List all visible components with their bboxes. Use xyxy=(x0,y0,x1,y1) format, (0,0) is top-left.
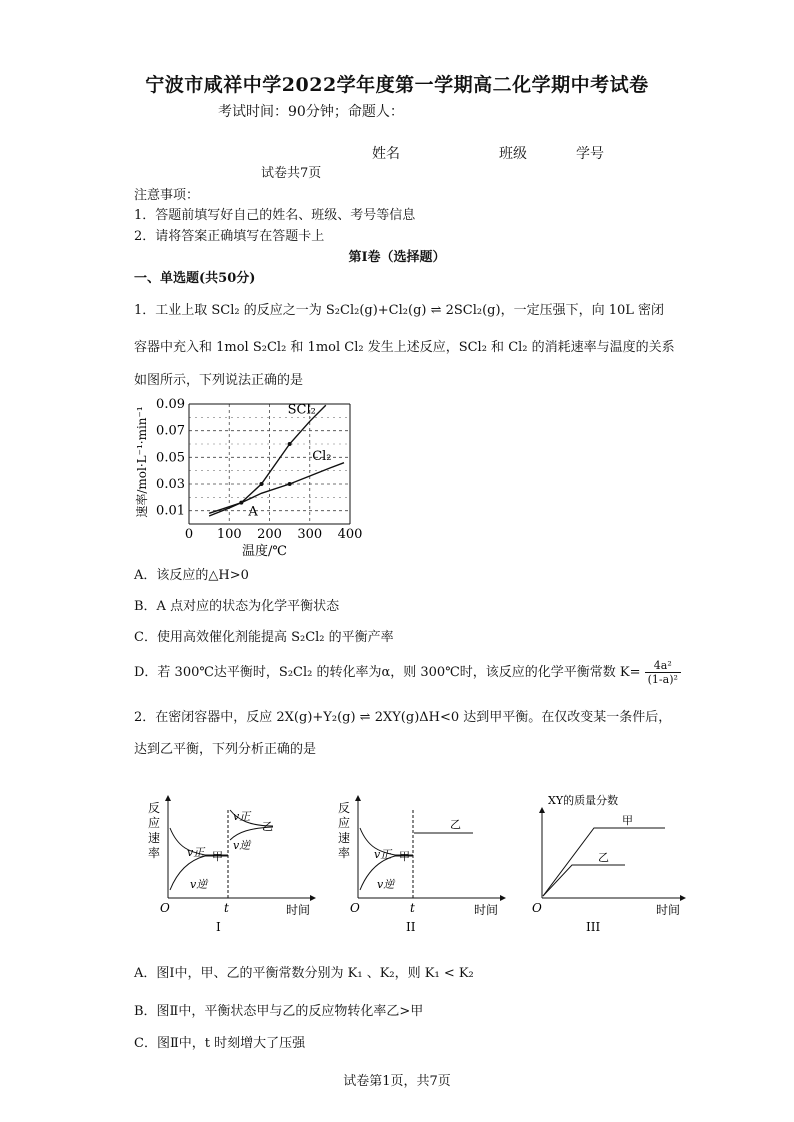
fig2-yi: 乙 xyxy=(450,818,461,831)
fig1-origin: O xyxy=(160,901,170,915)
fraction-denominator: (1-a)² xyxy=(647,673,678,686)
page-footer: 试卷第1页，共7页 xyxy=(343,1074,451,1089)
fig2-ylabel: 速 xyxy=(338,831,351,845)
note-item: 2．请将答案正确填写在答题卡上 xyxy=(134,229,325,244)
x-tick-label: 200 xyxy=(257,527,282,542)
q1-option-a[interactable]: A．该反应的△H>0 xyxy=(134,568,249,583)
fig1-ylabel: 应 xyxy=(148,816,161,830)
q1-line1: 1．工业上取 SCl₂ 的反应之一为 S₂Cl₂(g)+Cl₂(g) ⇌ 2SCl₂(g)，一定压强下，向 10L 密闭 xyxy=(134,303,665,318)
fig2-v-forward: v正 xyxy=(374,848,392,861)
point-a-label: A xyxy=(248,504,258,520)
fig1-ylabel: 速 xyxy=(148,831,161,845)
notes-heading: 注意事项： xyxy=(134,188,200,203)
data-point-Cl2 xyxy=(288,482,292,486)
q2-line2: 达到乙平衡，下列分析正确的是 xyxy=(134,742,317,757)
q1-option-d[interactable] xyxy=(134,659,681,686)
data-point-SCl2 xyxy=(288,442,292,446)
id-label: 学号 xyxy=(576,146,604,162)
fig3-yi-line xyxy=(543,865,625,896)
fig1-jia: 甲 xyxy=(212,850,223,863)
q2-option-a[interactable]: A．图Ⅰ中，甲、乙的平衡常数分别为 K₁ 、K₂，则 K₁ < K₂ xyxy=(134,966,474,981)
fig1-xlabel: 时间 xyxy=(286,903,311,917)
fig1-ylabel: 反 xyxy=(148,801,161,815)
part-title: 一、单选题(共50分) xyxy=(134,271,256,286)
q1-line2: 容器中充入和 1mol S₂Cl₂ 和 1mol Cl₂ 发生上述反应，SCl₂ 和 Cl₂ 的消耗速率与温度的关系 xyxy=(134,340,675,355)
fig3-caption: III xyxy=(586,920,601,934)
fig1-caption: I xyxy=(216,920,221,934)
series-label-SCl2: SCl₂ xyxy=(287,402,316,418)
equilibrium-constant-fraction xyxy=(645,659,681,686)
fig1-v-forward: v正 xyxy=(187,846,205,859)
fig1-v-forward-2: v正 xyxy=(233,810,251,823)
point-a-marker xyxy=(239,501,243,505)
fig1-v-reverse-2: v逆 xyxy=(233,839,251,852)
fig1-t: t xyxy=(224,901,229,915)
y-tick-label: 0.01 xyxy=(156,503,185,519)
fig3-ylabel: XY的质量分数 xyxy=(548,794,619,807)
chart-grid xyxy=(189,404,350,524)
series-label-Cl2: Cl₂ xyxy=(312,449,332,464)
figure-ii xyxy=(330,790,510,940)
x-tick-label: 300 xyxy=(297,527,323,542)
exam-title: 宁波市咸祥中学2022学年度第一学期高二化学期中考试卷 xyxy=(145,74,649,96)
fig1-ylabel: 率 xyxy=(148,846,161,860)
fig2-t: t xyxy=(410,901,415,915)
fig1-yi: 乙 xyxy=(262,820,273,833)
x-tick-label: 400 xyxy=(337,527,363,542)
rate-temperature-chart xyxy=(128,388,378,560)
q1-option-c[interactable]: C．使用高效催化剂能提高 S₂Cl₂ 的平衡产率 xyxy=(134,630,394,645)
q1-line3: 如图所示，下列说法正确的是 xyxy=(134,373,304,388)
exam-info: 考试时间：90分钟；命题人： xyxy=(218,104,404,120)
data-point-SCl2 xyxy=(259,482,263,486)
y-tick-label: 0.07 xyxy=(156,423,185,439)
fig2-v-reverse: v逆 xyxy=(377,878,395,891)
fig1-v-reverse: v逆 xyxy=(190,878,208,891)
y-axis-label: 速率/mol·L⁻¹·min⁻¹ xyxy=(135,406,149,518)
y-tick-label: 0.03 xyxy=(156,477,185,492)
chart-text xyxy=(134,397,362,559)
x-axis-label: 温度/℃ xyxy=(242,544,287,559)
fig2-origin: O xyxy=(350,901,360,915)
fig2-xlabel: 时间 xyxy=(474,903,499,917)
pages-note: 试卷共7页 xyxy=(261,166,322,181)
fig2-ylabel: 率 xyxy=(338,846,351,860)
figure-i xyxy=(140,790,320,940)
fig2-ylabel: 反 xyxy=(338,801,351,815)
series-line-SCl2 xyxy=(209,405,326,516)
y-tick-label: 0.05 xyxy=(156,450,185,466)
q1-option-b[interactable]: B．A 点对应的状态为化学平衡状态 xyxy=(134,599,340,614)
q2-option-b[interactable]: B．图Ⅱ中，平衡状态甲与乙的反应物转化率乙>甲 xyxy=(134,1004,424,1019)
fig2-caption: II xyxy=(406,920,416,934)
class-label: 班级 xyxy=(499,146,527,162)
fig3-xlabel: 时间 xyxy=(656,903,681,917)
y-tick-label: 0.09 xyxy=(156,397,185,412)
fig2-jia: 甲 xyxy=(399,850,410,863)
name-label: 姓名 xyxy=(372,146,400,162)
fig2-ylabel: 应 xyxy=(338,816,351,830)
figure-iii xyxy=(520,790,690,940)
x-tick-label: 100 xyxy=(216,527,242,542)
fraction-numerator: 4a² xyxy=(645,659,681,673)
q2-line1: 2．在密闭容器中，反应 2X(g)+Y₂(g) ⇌ 2XY(g)ΔH<0 达到甲平衡。在仅改变某一条件后， xyxy=(134,710,672,725)
volume-title: 第Ⅰ卷（选择题） xyxy=(348,250,446,265)
note-item: 1．答题前填写好自己的姓名、班级、考号等信息 xyxy=(134,208,416,223)
fig3-jia: 甲 xyxy=(622,814,633,827)
fig3-origin: O xyxy=(532,901,542,915)
q1-option-d-text: D．若 300℃达平衡时，S₂Cl₂ 的转化率为α，则 300℃时，该反应的化学平衡常数 K= xyxy=(134,665,641,680)
q2-option-c[interactable]: C．图Ⅱ中，t 时刻增大了压强 xyxy=(134,1036,306,1051)
fig3-yi: 乙 xyxy=(598,851,609,864)
x-tick-label: 0 xyxy=(184,527,194,542)
